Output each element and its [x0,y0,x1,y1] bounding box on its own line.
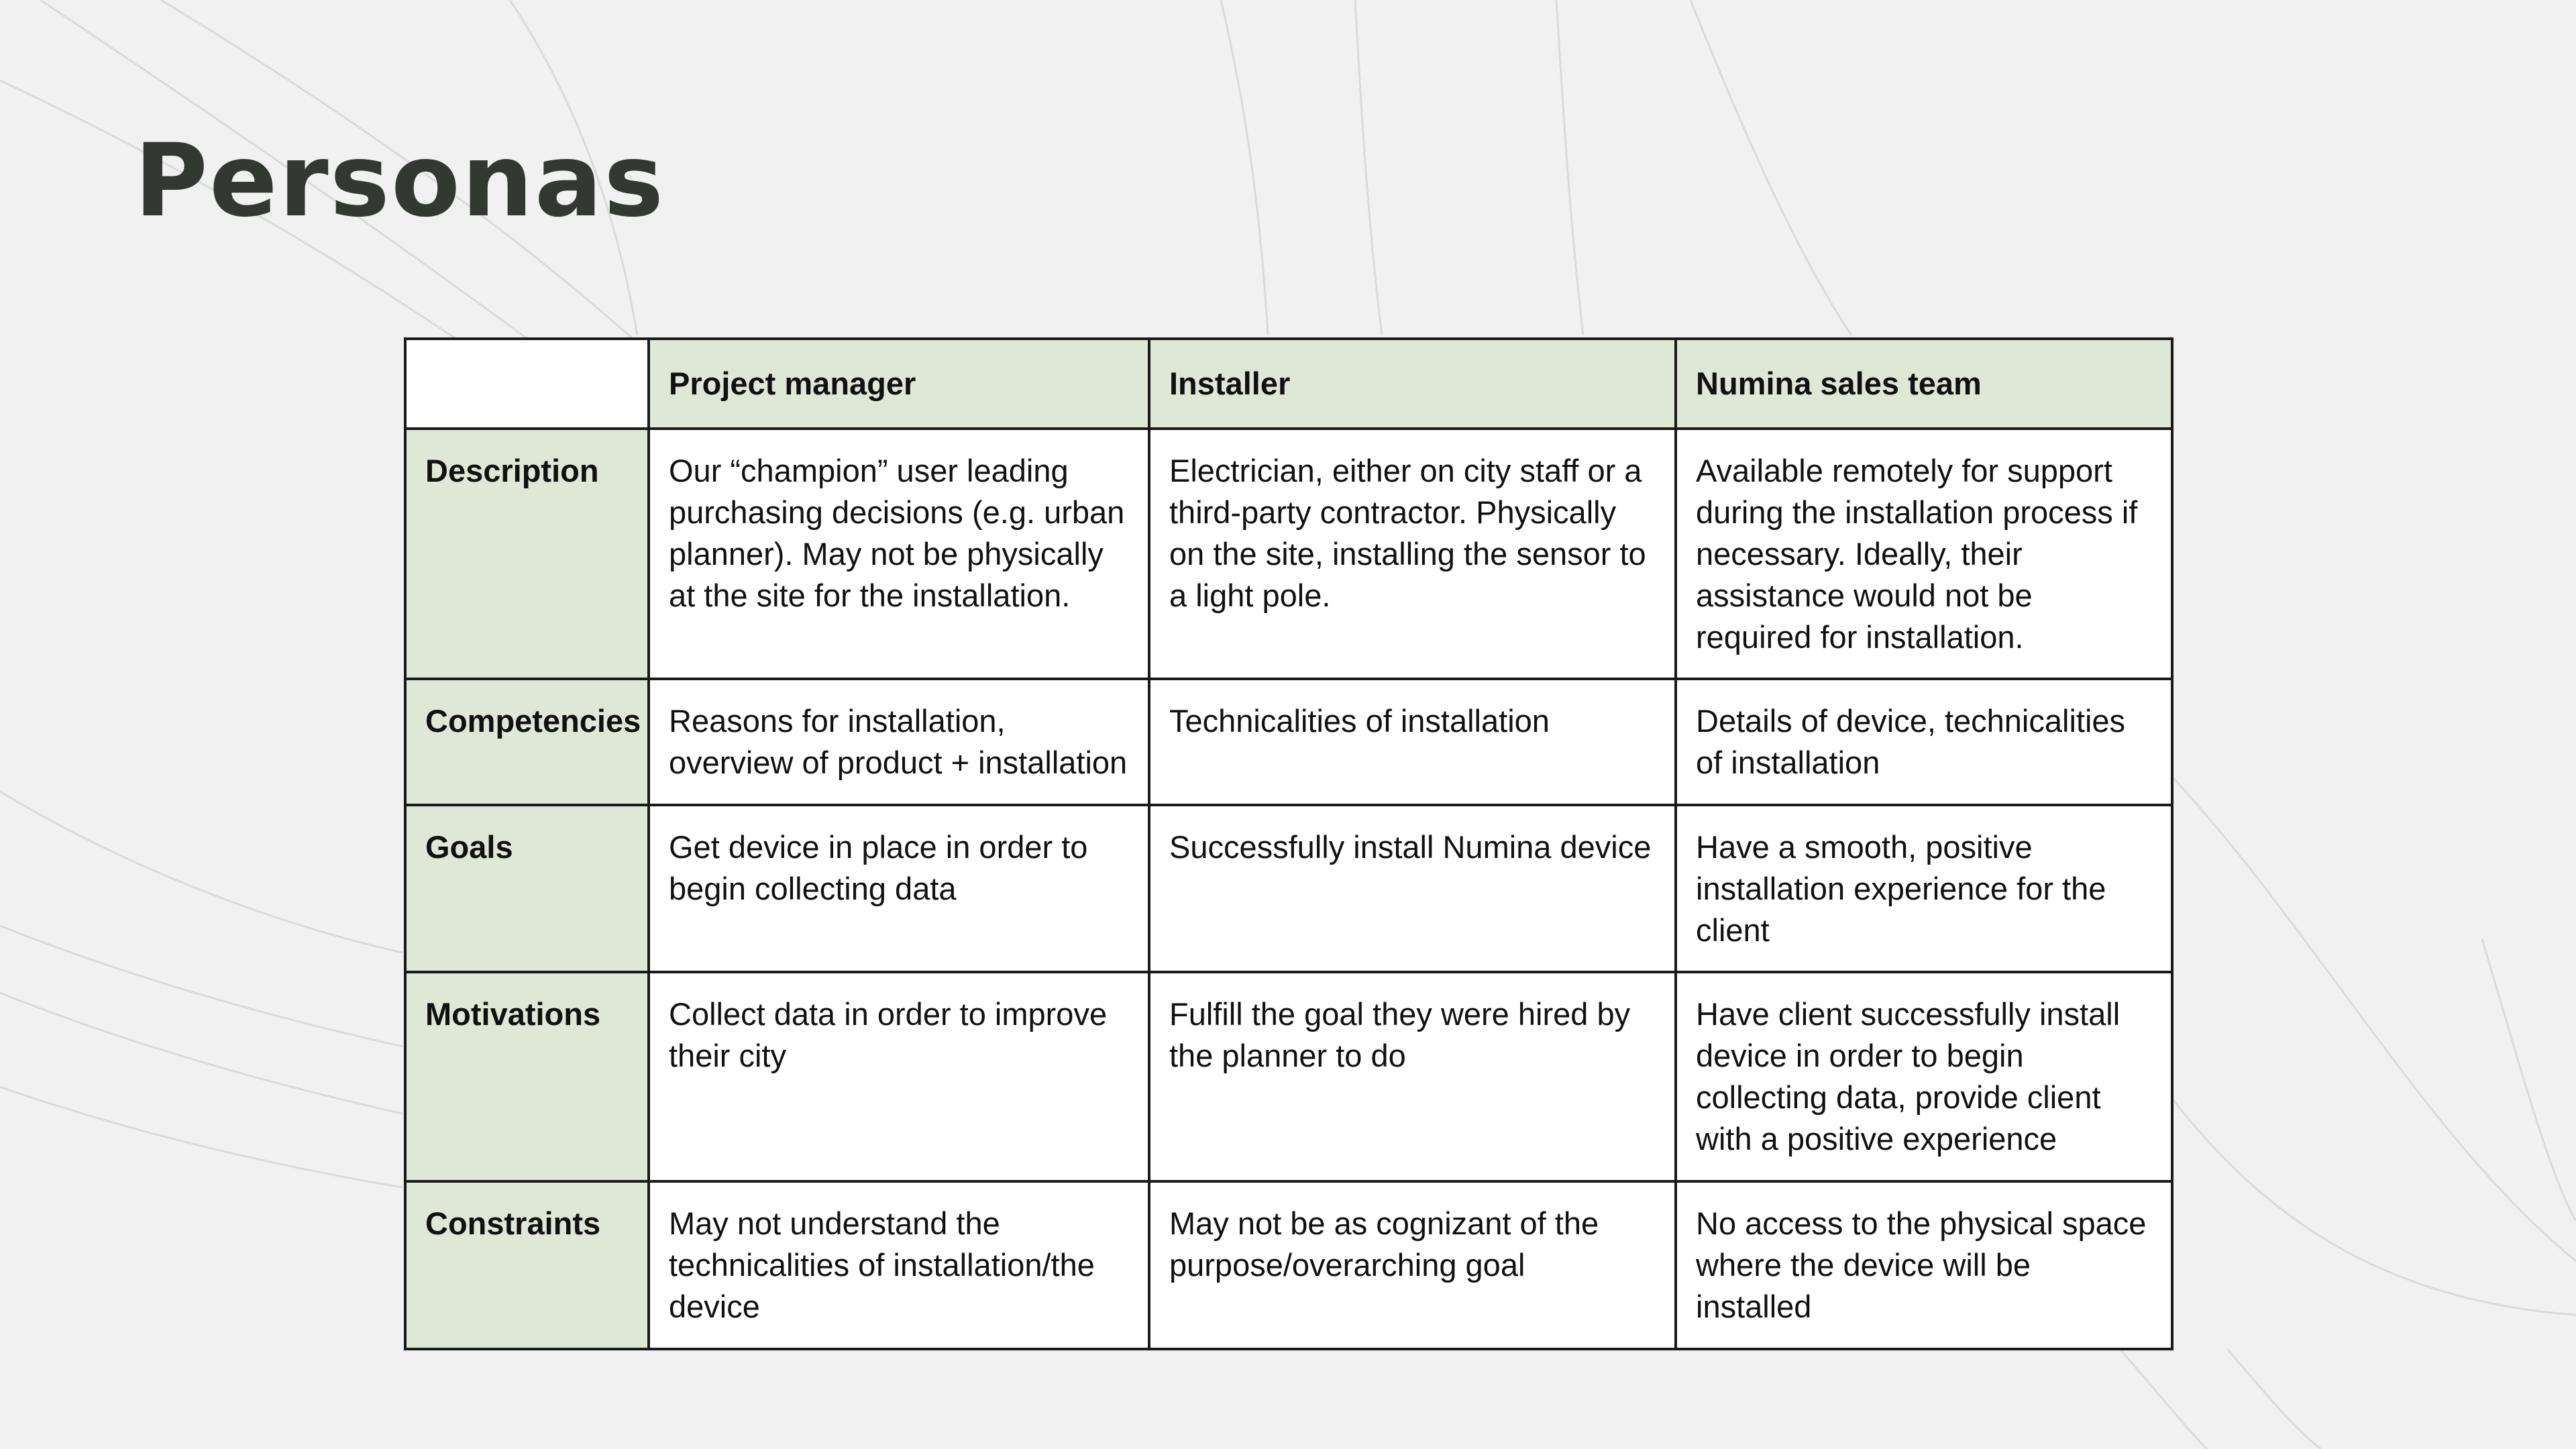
table-header-row [405,339,2172,429]
table-cell: Available remotely for support during the installation process if necessary. Ideally, their assistance would not be required for installation. [1676,429,2172,679]
table-cell: Have a smooth, positive installation experience for the client [1676,805,2172,972]
row-label-motivations: Motivations [405,972,649,1181]
table-cell: Our “champion” user leading purchasing decisions (e.g. urban planner). May not be physically at the site for the installation. [649,429,1149,679]
table-row-goals [405,805,2172,972]
table-cell: Fulfill the goal they were hired by the planner to do [1149,972,1676,1181]
table-cell: Successfully install Numina device [1149,805,1676,972]
table-cell: Electrician, either on city staff or a third-party contractor. Physically on the site, installing the sensor to a light pole. [1149,429,1676,679]
column-header-project-manager: Project manager [649,339,1149,429]
row-label-goals: Goals [405,805,649,972]
table-cell: Have client successfully install device in order to begin collecting data, provide client with a positive experience [1676,972,2172,1181]
table-cell: Details of device, technicalities of installation [1676,679,2172,805]
table-cell: Get device in place in order to begin collecting data [649,805,1149,972]
table-row-constraints [405,1181,2172,1349]
table-cell: May not be as cognizant of the purpose/overarching goal [1149,1181,1676,1349]
table-cell: Technicalities of installation [1149,679,1676,805]
row-label-competencies: Competencies [405,679,649,805]
column-header-installer: Installer [1149,339,1676,429]
table-cell: No access to the physical space where the device will be installed [1676,1181,2172,1349]
row-label-constraints: Constraints [405,1181,649,1349]
table-cell: Collect data in order to improve their city [649,972,1149,1181]
table-row-description [405,429,2172,679]
row-label-description: Description [405,429,649,679]
table-cell: May not understand the technicalities of installation/the device [649,1181,1149,1349]
column-header-numina-sales-team: Numina sales team [1676,339,2172,429]
table-row-competencies [405,679,2172,805]
page-title: Personas [134,123,665,239]
table-cell: Reasons for installation, overview of product + installation [649,679,1149,805]
table-row-motivations [405,972,2172,1181]
table-corner-cell [405,339,649,429]
personas-table [404,337,2174,1350]
